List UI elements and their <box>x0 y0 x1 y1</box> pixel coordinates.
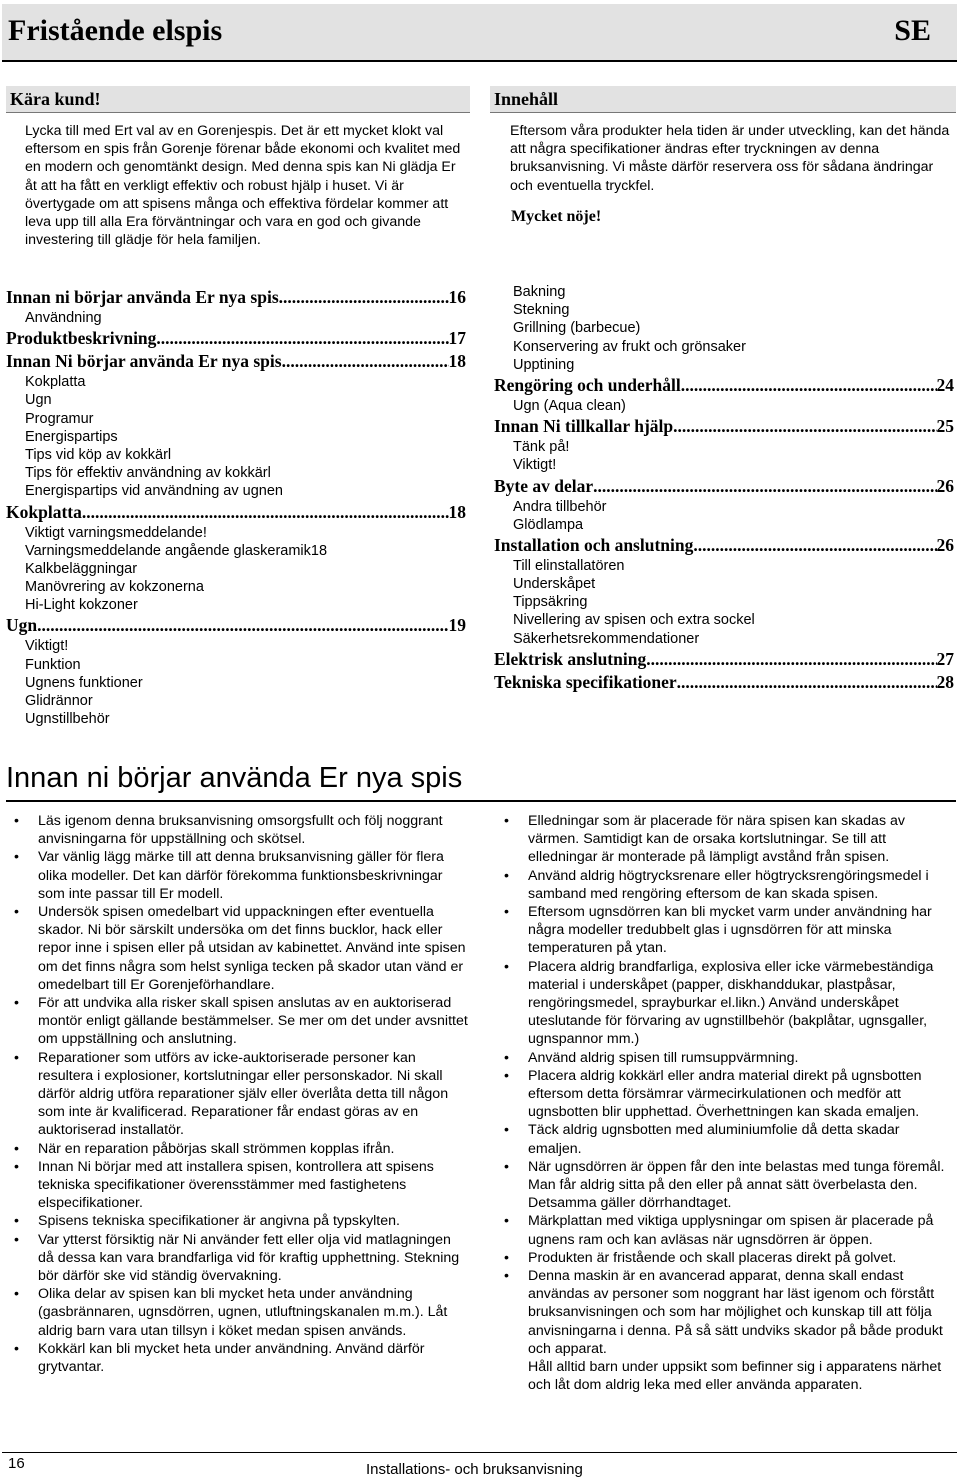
toc-subitem: Grillning (barbecue) <box>513 320 641 337</box>
toc-entry-title: Rengöring och underhåll <box>494 374 681 395</box>
bullet-item <box>498 958 956 1049</box>
toc-subitem: Nivellering av spisen och extra sockel <box>513 612 755 629</box>
toc-subitem: Funktion <box>25 656 81 673</box>
toc-subitem: Ugnstillbehör <box>25 711 110 728</box>
section-title: Innan ni börjar använda Er nya spis <box>6 760 956 802</box>
toc-entry-page: 17 <box>448 328 466 349</box>
bullet-text: Olika delar av spisen kan bli mycket heta under användning (gasbrännaren, ugnsdörren, ugnen, utluftningskanalen m.m.). Låt aldrig barn vara utan tillsyn i köket medan spisen används. <box>38 1286 448 1339</box>
toc-right <box>494 283 954 694</box>
bullet-item <box>498 812 956 867</box>
bullet-dot-icon: • <box>504 1213 509 1230</box>
toc-leader-dots <box>693 534 936 557</box>
bullet-dot-icon: • <box>504 867 509 884</box>
bullet-item <box>8 812 468 848</box>
toc-entry-page: 18 <box>448 501 466 522</box>
toc-entry-title: Innan Ni börjar använda Er nya spis <box>6 351 282 372</box>
toc-entry[interactable] <box>494 534 954 557</box>
bullet-dot-icon: • <box>14 813 19 829</box>
toc-subitem: Viktigt! <box>25 638 69 655</box>
bullet-item <box>498 903 956 958</box>
bullet-text: Kokkärl kan bli mycket heta under användning. Använd därför grytvantar. <box>38 1340 425 1376</box>
bullet-text: Använd aldrig högtrycksrenare eller högtrycksrengöringsmedel i samband med rengöring eftersom de kan skada spisen. <box>528 867 929 902</box>
toc-subitem: Viktigt! <box>513 457 557 474</box>
toc-subitem: Konservering av frukt och grönsaker <box>513 338 746 355</box>
toc-subitem: Tippsäkring <box>513 594 588 611</box>
bullet-text: Placera aldrig kokkärl eller andra material direkt på ugnsbotten eftersom detta försämrar värmecirkulationen och medför att ugnsbotten blir upphettad. Överhettningen kan skada emaljen. <box>528 1067 922 1121</box>
toc-entry-title: Ugn <box>6 615 38 636</box>
toc-subitem: Andra tillbehör <box>513 498 607 515</box>
toc-entry[interactable] <box>494 671 954 694</box>
bullet-item <box>498 1067 956 1122</box>
toc-entry[interactable] <box>6 350 466 373</box>
toc-subitem: Glidrännor <box>25 693 93 709</box>
footer-text: Installations- och bruksanvisning <box>366 1461 583 1478</box>
intro-heading: Kära kund! <box>10 89 101 109</box>
toc-entry-page: 24 <box>936 374 954 395</box>
footer-divider <box>2 1452 957 1453</box>
toc-subitem: Varningsmeddelande angående glaskeramik18 <box>25 542 328 559</box>
toc-subitem: Bakning <box>513 284 566 300</box>
toc-entry-title: Innan ni börjar använda Er nya spis <box>6 287 279 307</box>
bullet-item <box>8 1340 468 1376</box>
bullet-item <box>498 1049 956 1067</box>
bullet-dot-icon: • <box>504 1268 509 1285</box>
toc-entry-title: Installation och anslutning <box>494 534 694 555</box>
toc-subitem: Stekning <box>513 302 570 319</box>
contents-heading-bar <box>490 86 956 113</box>
bullet-dot-icon: • <box>504 904 509 921</box>
toc-subitem: Ugn <box>25 392 52 409</box>
toc-entry-page: 26 <box>936 534 954 555</box>
bullet-text: För att undvika alla risker skall spisen anslutas av en auktoriserad montör enligt gällande bestämmelser. Se mer om det under avsnittet om uppställning och anslutning. <box>38 995 468 1048</box>
bullet-item <box>8 903 468 994</box>
toc-subitem: Säkerhetsrekommendationer <box>513 630 700 647</box>
toc-left <box>6 286 466 728</box>
toc-subitem: Ugn (Aqua clean) <box>513 397 626 414</box>
toc-subitem: Ugnens funktioner <box>25 674 143 691</box>
bullet-dot-icon: • <box>14 1286 19 1303</box>
toc-leader-dots <box>681 374 937 397</box>
bullet-text: Reparationer som utförs av icke-auktoriserade personer kan resultera i explosioner, kortslutningar eller personskador. Ni skall därför aldrig utföra reparationer själv eller överlåta detta till någon som inte är kvalificerad. Reparationer får endast göras av en auktoriserad installatör. <box>38 1049 449 1139</box>
toc-leader-dots <box>677 671 937 694</box>
bullet-dot-icon: • <box>504 1158 509 1175</box>
toc-subitem: Energispartips vid användning av ugnen <box>25 483 283 500</box>
bullet-item <box>498 1121 956 1157</box>
toc-entry-title: Innan Ni tillkallar hjälp <box>494 416 674 437</box>
toc-leader-dots <box>646 648 936 671</box>
toc-subitem: Underskåpet <box>513 576 596 593</box>
toc-subitem: Tips för effektiv användning av kokkärl <box>25 465 271 482</box>
toc-leader-dots <box>673 415 936 438</box>
bullet-text: Elledningar som är placerade för nära spisen kan skadas av värmen. Samtidigt kan de orsaka kortslutningar. Se till att elledningar är monterade på lämpligt avstånd från spisen. <box>528 813 905 866</box>
bullet-text: Täck aldrig ugnsbotten med aluminiumfolie då detta skadar emaljen. <box>528 1122 900 1157</box>
toc-subitem: Hi-Light kokzoner <box>25 597 138 614</box>
footer-page-number: 16 <box>8 1455 25 1472</box>
contents-heading: Innehåll <box>494 89 559 109</box>
toc-subitem: Viktigt varningsmeddelande! <box>25 524 207 541</box>
bullet-dot-icon: • <box>504 958 509 975</box>
contents-text: Eftersom våra produkter hela tiden är under utveckling, kan det hända att några specifikationer ändras efter tryckningen av denna bruksanvisning. Vi måste därför reservera oss för sådana ändringar och eventuella tryckfel. <box>510 123 950 194</box>
toc-entry-page: 26 <box>936 475 954 496</box>
toc-entry-title: Kokplatta <box>6 501 82 522</box>
toc-subitem: Energispartips <box>25 428 118 445</box>
bullet-text: När ugnsdörren är öppen får den inte belastas med tunga föremål. Man får aldrig sitta på den eller på annat sätt överbelasta den. Detsamma gäller dörrhandtaget. <box>528 1158 945 1212</box>
bullet-text: Eftersom ugnsdörren kan bli mycket varm under användning har några modeller tredubbelt glas i ugnsdörren för att minska temperaturen på ytan. <box>528 904 932 957</box>
bullet-text: Var ytterst försiktig när Ni använder fett eller olja vid matlagningen då dessa kan vara brandfarliga vid för kraftig upphettning. Stekning bör därför ske vid ständig övervakning. <box>38 1231 460 1285</box>
toc-entry-page: 19 <box>448 615 466 636</box>
bullet-text: Undersök spisen omedelbart vid uppackningen efter eventuella skador. Ni bör särskilt undersöka om det finns bucklor, hack eller repor inne i spisen eller på utsidan av kabinettet. Använd inte spisen om det finns några som helst synliga tecken på skador utan vänd er omedelbart till Er Gorenjeförhandlare. <box>38 904 466 993</box>
bullet-text: Läs igenom denna bruksanvisning omsorgsfullt och följ noggrant anvisningarna för uppställning och skötsel. <box>38 813 443 848</box>
bullet-dot-icon: • <box>504 1067 509 1084</box>
toc-entry-page: 16 <box>448 287 466 307</box>
toc-entry[interactable] <box>6 501 466 524</box>
toc-entry-title: Produktbeskrivning <box>6 328 157 349</box>
toc-entry-title: Elektrisk anslutning <box>494 648 647 669</box>
intro-heading-bar <box>6 86 470 113</box>
toc-subitem: Manövrering av kokzonerna <box>25 579 204 596</box>
left-bullet-list <box>8 812 468 1376</box>
bullet-item <box>8 1140 468 1158</box>
bullet-text: Märkplattan med viktiga upplysningar om spisen är placerade på ugnens ram och kan avläsas när ugnsdörren är öppen. <box>528 1213 934 1248</box>
bullet-dot-icon: • <box>14 849 19 866</box>
bullet-item <box>8 1285 468 1340</box>
toc-entry-title: Tekniska specifikationer <box>494 671 677 692</box>
bullet-text: Placera aldrig brandfarliga, explosiva eller icke värmebeständiga material i underskåpet (papper, diskhanddukar, plastpåsar, rengöringsmedel, sprayburkar el.likn.) Använd underskåpet uteslutande för förvaring av ugnstillbehör (bakplåtar, ugnsgaller, ugnspannor mm.) <box>528 958 934 1048</box>
toc-entry[interactable] <box>494 374 954 397</box>
bullet-dot-icon: • <box>504 813 509 829</box>
bullet-dot-icon: • <box>14 904 19 921</box>
bullet-item <box>498 867 956 903</box>
toc-subitem: Programur <box>25 410 94 427</box>
toc-entry[interactable] <box>6 286 466 309</box>
bullet-item <box>8 1049 468 1140</box>
page-title: Fristående elspis <box>8 14 223 47</box>
page-header <box>2 4 957 62</box>
bullet-dot-icon: • <box>504 1249 509 1266</box>
bullet-item <box>8 1231 468 1286</box>
closing-text: Mycket nöje! <box>511 208 602 225</box>
bullet-text: Innan Ni börjar med att installera spisen, kontrollera att spisens tekniska specifikationer överensstämmer med fastighetens elspecifikationer. <box>38 1158 434 1212</box>
toc-entry-page: 27 <box>936 648 954 669</box>
toc-entry[interactable] <box>494 475 954 498</box>
bullet-text: Denna maskin är en avancerad apparat, denna skall endast användas av personer som noggrant har läst igenom och förstått bruksanvisningen och som har möjlighet och kunskap till att följa anvisningarna i denna. På så sätt undviks skador på både produkt och apparat. Håll alltid barn under uppsikt som befinner sig i apparatens närhet och låt dom aldrig leka med eller använda apparaten. <box>528 1268 943 1394</box>
bullet-dot-icon: • <box>14 1213 19 1230</box>
bullet-item <box>8 1158 468 1213</box>
toc-entry[interactable] <box>494 648 954 671</box>
bullet-dot-icon: • <box>504 1049 509 1066</box>
toc-leader-dots <box>279 286 449 309</box>
toc-leader-dots <box>282 350 449 373</box>
toc-entry-page: 28 <box>936 671 954 692</box>
language-code: SE <box>894 14 931 47</box>
toc-leader-dots <box>156 327 448 350</box>
right-bullet-list <box>498 812 956 1395</box>
bullet-dot-icon: • <box>504 1122 509 1139</box>
toc-subitem: Tips vid köp av kokkärl <box>25 446 172 463</box>
toc-entry[interactable] <box>494 415 954 438</box>
bullet-dot-icon: • <box>14 1231 19 1248</box>
bullet-item <box>498 1212 956 1248</box>
bullet-text: Produkten är fristående och skall placeras direkt på golvet. <box>528 1249 897 1266</box>
toc-subitem: Kalkbeläggningar <box>25 560 138 577</box>
toc-subitem: Kokplatta <box>25 374 86 391</box>
bullet-item <box>8 1212 468 1230</box>
bullet-text: När en reparation påbörjas skall strömmen kopplas ifrån. <box>38 1140 395 1157</box>
toc-entry[interactable] <box>6 614 466 637</box>
bullet-dot-icon: • <box>14 995 19 1012</box>
toc-subitem: Glödlampa <box>513 516 584 533</box>
bullet-item <box>498 1249 956 1267</box>
toc-leader-dots <box>593 475 936 498</box>
bullet-text: Använd aldrig spisen till rumsuppvärmning. <box>528 1049 799 1066</box>
toc-entry[interactable] <box>6 327 466 350</box>
bullet-dot-icon: • <box>14 1340 19 1357</box>
toc-entry-page: 18 <box>448 351 466 372</box>
toc-entry-page: 25 <box>936 416 954 437</box>
bullet-item <box>498 1158 956 1213</box>
bullet-dot-icon: • <box>14 1049 19 1066</box>
toc-leader-dots <box>82 501 449 524</box>
toc-leader-dots <box>37 614 448 637</box>
bullet-text: Var vänlig lägg märke till att denna bruksanvisning gäller för flera olika modeller. Det kan därför förekomma funktionsbeskrivningar som inte passar till Er modell. <box>38 849 444 902</box>
bullet-dot-icon: • <box>14 1158 19 1175</box>
bullet-item <box>498 1267 956 1394</box>
intro-text: Lycka till med Ert val av en Gorenjespis. Det är ett mycket klokt val eftersom en spis från Gorenje förenar både ekonomi och kvalitet med en modern och genomtänkt design. Med denna spis kan Ni glädja Er åt att ha fått en verkligt effektiv och robust hjälp i huset. Vi är övertygade om att spisens många och effektiva fördelar kommer att leva upp till alla Era förväntningar och vara en god och givande investering till glädje för hela familjen. <box>25 123 461 249</box>
toc-subitem: Användning <box>25 310 102 326</box>
toc-entry-title: Byte av delar <box>494 475 594 496</box>
bullet-dot-icon: • <box>14 1140 19 1157</box>
toc-subitem: Till elinstallatören <box>513 557 625 574</box>
bullet-item <box>8 994 468 1049</box>
toc-subitem: Tänk på! <box>513 439 570 456</box>
toc-subitem: Upptining <box>513 356 575 373</box>
bullet-item <box>8 848 468 903</box>
bullet-text: Spisens tekniska specifikationer är angivna på typskylten. <box>38 1213 400 1230</box>
